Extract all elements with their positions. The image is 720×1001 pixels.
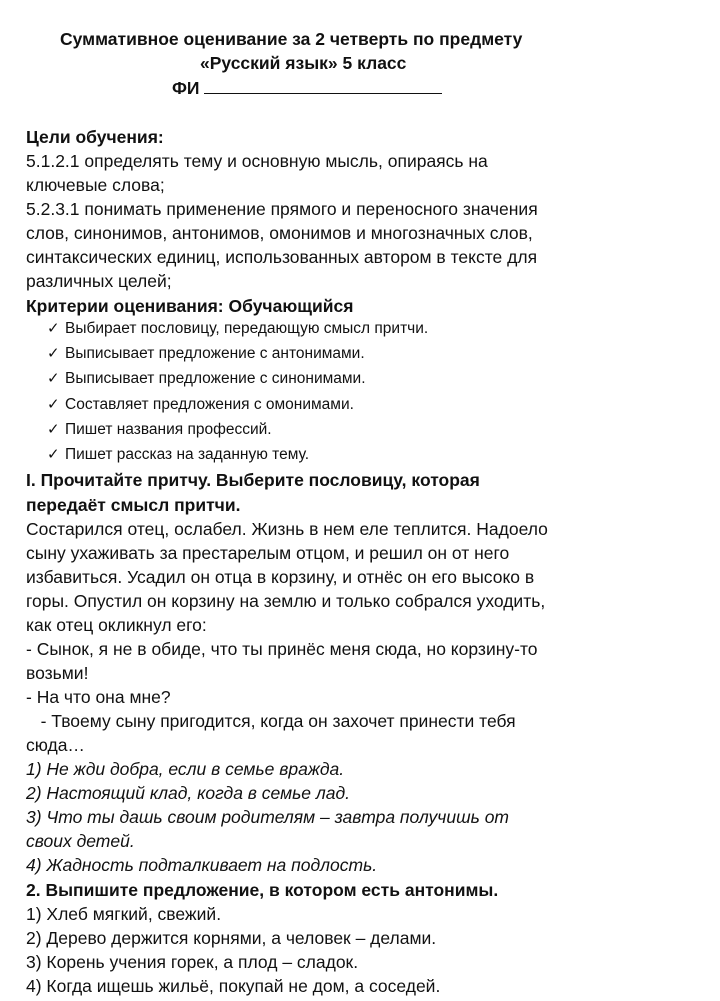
goals-heading: Цели обучения: <box>26 127 164 147</box>
goals-line: слов, синонимов, антонимов, омонимов и многозначных слов, <box>26 223 533 243</box>
parable-line: - Твоему сыну пригодится, когда он захочет принести тебя <box>26 711 516 731</box>
goals-line: синтаксических единиц, использованных автором в тексте для <box>26 247 538 267</box>
criteria-item-text: Выбирает пословицу, передающую смысл притчи. <box>65 320 429 337</box>
goals-line: ключевые слова; <box>26 175 165 195</box>
proverb-option: своих детей. <box>26 831 135 851</box>
proverb-option: 1) Не жди добра, если в семье вражда. <box>26 759 345 779</box>
parable-line: возьми! <box>26 663 89 683</box>
proverb-option: 3) Что ты дашь своим родителям – завтра получишь от <box>26 807 510 827</box>
criteria-item <box>47 444 309 466</box>
parable-line: как отец окликнул его: <box>26 615 207 635</box>
goals-line: различных целей; <box>26 271 172 291</box>
sentence-option: 4) Когда ищешь жильё, покупай не дом, а соседей. <box>26 976 441 996</box>
proverb-option: 4) Жадность подталкивает на подлость. <box>26 855 378 875</box>
criteria-heading: Критерии оценивания: Обучающийся <box>26 296 354 316</box>
parable-line: - Сынок, я не в обиде, что ты принёс меня сюда, но корзину-то <box>26 639 538 659</box>
checkmark-icon: ✓ <box>47 370 60 387</box>
criteria-item <box>47 343 365 365</box>
checkmark-icon: ✓ <box>47 396 60 413</box>
checkmark-icon: ✓ <box>47 421 60 438</box>
parable-line: горы. Опустил он корзину на землю и только собрался уходить, <box>26 591 546 611</box>
task1-heading: передаёт смысл притчи. <box>26 495 241 515</box>
sentence-option: 3) Корень учения горек, а плод – сладок. <box>26 952 359 972</box>
goals-line: 5.2.3.1 понимать применение прямого и переносного значения <box>26 199 538 219</box>
criteria-item-text: Составляет предложения с омонимами. <box>65 396 354 413</box>
parable-line: сюда… <box>26 735 85 755</box>
criteria-item <box>47 419 272 441</box>
sentence-option: 1) Хлеб мягкий, свежий. <box>26 904 222 924</box>
parable-line: Состарился отец, ослабел. Жизнь в нем еле теплится. Надоело <box>26 519 548 539</box>
criteria-item-text: Пишет рассказ на заданную тему. <box>65 446 310 463</box>
checkmark-icon: ✓ <box>47 345 60 362</box>
checkmark-icon: ✓ <box>47 320 60 337</box>
parable-line: сыну ухаживать за престарелым отцом, и решил он от него <box>26 543 510 563</box>
criteria-item <box>47 368 366 390</box>
criteria-item <box>47 394 354 416</box>
header-title-line2: «Русский язык» 5 класс <box>200 53 407 73</box>
name-field <box>172 76 442 100</box>
name-blank-line <box>204 76 442 94</box>
task2-heading: 2. Выпишите предложение, в котором есть антонимы. <box>26 880 499 900</box>
header-title-line1: Суммативное оценивание за 2 четверть по предмету <box>60 29 523 49</box>
criteria-item-text: Выписывает предложение с синонимами. <box>65 370 366 387</box>
checkmark-icon: ✓ <box>47 446 60 463</box>
criteria-item-text: Выписывает предложение с антонимами. <box>65 345 365 362</box>
proverb-option: 2) Настоящий клад, когда в семье лад. <box>26 783 351 803</box>
task1-heading: I. Прочитайте притчу. Выберите пословицу, которая <box>26 470 480 490</box>
parable-line: - На что она мне? <box>26 687 171 707</box>
fi-label: ФИ <box>172 78 200 98</box>
goals-line: 5.1.2.1 определять тему и основную мысль, опираясь на <box>26 151 488 171</box>
sentence-option: 2) Дерево держится корнями, а человек – делами. <box>26 928 437 948</box>
parable-line: избавиться. Усадил он отца в корзину, и отнёс он его высоко в <box>26 567 535 587</box>
criteria-item-text: Пишет названия профессий. <box>65 421 272 438</box>
criteria-item <box>47 318 428 340</box>
